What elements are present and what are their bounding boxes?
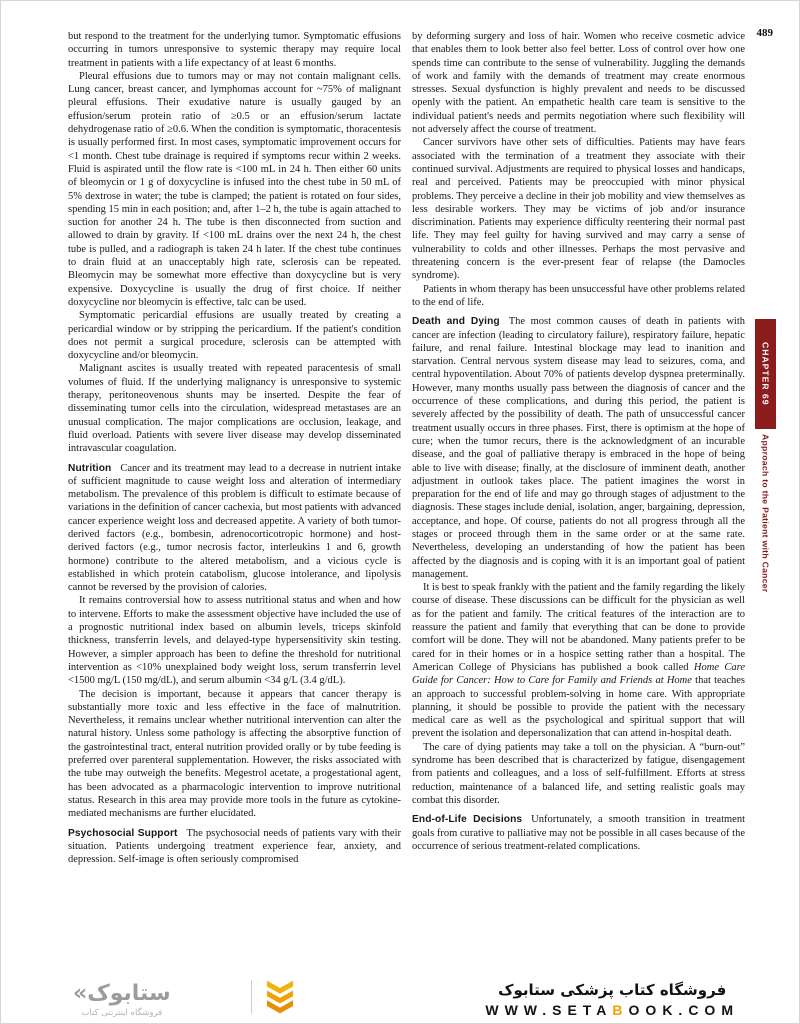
body-text: Malignant ascites is usually treated with repeated paracentesis of small volumes of fluid. If the underlying malignancy is unresponsive to systemic therapy, peritoneovenous shunts may be inserted. Despite the fear of disseminating tumor cells into the circulation, widespread metastases are an unusual complication. The major complications are occlusion, leakage, and fluid overload. Patients with severe liver disease may develop disseminated intravascular coagulation. <box>68 363 401 455</box>
section-heading: Psychosocial Support <box>68 827 178 839</box>
body-text: The psychosocial needs of patients vary with their situation. Patients undergoing treatment experience fear, anxiety, and depression. Self-image is often seriously compromised <box>68 827 401 866</box>
paragraph <box>412 30 745 136</box>
store-name-text: فروشگاه کتاب پزشکی ستابوک <box>498 981 727 999</box>
url-prefix: WWW.SETA <box>485 1002 613 1018</box>
section-paragraph <box>412 813 745 853</box>
body-text: that teaches an approach to successful problem-solving in home care. With appropriate planning, it should be possible to provide the patient with the necessary medical care as well as the psychological and spiritual support that will prevent the isolation and depersonalization that can attend in-hospital death. <box>412 675 745 740</box>
body-text: Symptomatic pericardial effusions are usually treated by creating a pericardial window or by stripping the pericardium. If the patient's condition does not permit a surgical procedure, sclerosis can be attempted with doxycycline and/or bleomycin. <box>68 310 401 362</box>
chapter-tab <box>755 319 776 429</box>
text-column-right <box>412 30 745 971</box>
paragraph <box>68 309 401 362</box>
body-text: It remains controversial how to assess nutritional status and when and how to intervene. Efforts to make the assessment objective have included the use of a prognostic nutritional index based on albumin levels, triceps skinfold thickness, transferrin levels, and delayed-type hypersensitivity skin testing. However, a simpler approach has been to define the threshold for nutritional intervention as <10% unexplained body weight loss, serum transferrin level <1500 mg/L (150 mg/dL), and serum albumin <34 g/L (3.4 g/dL). <box>68 595 401 687</box>
body-text: Unfortunately, a smooth transition in treatment goals from curative to palliative may not be possible in all cases because of the occurrence of serious treatment-related complications. <box>412 814 745 852</box>
text-column-left <box>68 30 401 971</box>
paragraph <box>412 741 745 807</box>
paragraph <box>68 362 401 455</box>
paragraph <box>412 283 745 310</box>
paragraph <box>68 70 401 309</box>
footer-divider <box>251 980 252 1014</box>
body-text: but respond to the treatment for the underlying tumor. Symptomatic effusions occurring in tumors unresponsive to systemic therapy may require local treatment in patients with a life expectancy of at least 6 months. <box>68 31 401 69</box>
store-info <box>485 980 739 1018</box>
book-title-italic: Home Care Guide for Cancer: How to Care for Family and Friends at Home <box>412 661 745 687</box>
paragraph <box>68 594 401 687</box>
section-paragraph <box>412 315 745 581</box>
section-heading: Death and Dying <box>412 316 500 328</box>
body-text: Pleural effusions due to tumors may or may not contain malignant cells. Lung cancer, breast cancer, and lymphomas account for ~75% of malignant pleural effusions. Their exudative nature is usually gauged by an effusion/serum protein ratio of ≥0.5 or an effusion/serum lactate dehydrogenase ratio of ≥0.6. When the condition is symptomatic, thoracentesis is usually performed first. In most cases, symptomatic improvement occurs for <1 month. Chest tube drainage is required if symptoms recur within 2 weeks. Fluid is aspirated until the flow rate is <100 mL in 24 h. Then either 60 units of bleomycin or 1 g of doxycycline is infused into the chest tube in 50 mL of 5% dextrose in water; the tube is clamped; the patient is rotated on four sides, spending 15 min in each position; and, after 1–2 h, the tube is again attached to suction for another 24 h. The tube is then disconnected from suction and allowed to drain by gravity. If <100 mL drains over the next 24 h, the chest tube is pulled, and a radiograph is taken 24 h later. If the chest tube continues to drain fluid at an unacceptably high rate, sclerosis can be repeated. Bleomycin may be somewhat more effective than doxycycline but is very expensive. Doxycycline is usually the drug of first choice. If neither doxycycline nor bleomycin is effective, talc can be used. <box>68 70 401 308</box>
url-suffix: OOK.COM <box>628 1002 739 1018</box>
setabook-logo-wordmark <box>73 982 171 1006</box>
section-heading: Nutrition <box>68 462 112 474</box>
body-text: The decision is important, because it appears that cancer therapy is substantially more toxic and less effective in the face of malnutrition. Nevertheless, it remains unclear whether nutritional intervention can alter the natural history. Unless some pathology is affecting the absorptive function of the gastrointestinal tract, enteral nutrition provided orally or by tube feeding is preferred over parenteral supplementation. However, the risks associated with the tube may outweigh the benefits. Megestrol acetate, a progestational agent, has been advocated as a pharmacologic intervention to improve nutritional status. Research in this area may provide more tools in the future as cytokine-mediated mechanisms are further elucidated. <box>68 688 401 820</box>
body-text: Cancer survivors have other sets of difficulties. Patients may have fears associated with the termination of a treatment they associate with their continued survival. Adjustments are required to physical losses and handicaps, real and perceived. Patients may be preoccupied with minor physical problems. They perceive a decline in their job mobility and view themselves as less desirable workers. They may be victims of job and/or insurance discrimination. Patients may experience difficulty reentering their normal past life. They may feel guilty for having survived and may carry a sense of vulnerability to colds and other illnesses. Perhaps the most pervasive and threatening concern is the ever-present fear of relapse (the Damocles syndrome). <box>412 137 745 282</box>
section-heading: End-of-Life Decisions <box>412 814 523 826</box>
paragraph <box>412 581 745 741</box>
paragraph <box>68 30 401 70</box>
setabook-logo <box>73 982 171 1018</box>
section-paragraph <box>68 462 401 595</box>
chapter-tab-label: CHAPTER 69 <box>760 342 771 406</box>
body-text: by deforming surgery and loss of hair. Women who receive cosmetic advice that enables them to look better also feel better. Loss of control over how one spends time can contribute to the sense of vulnerability. Juggling the demands of work and family with the demands of treatment may create enormous stresses. Sexual dysfunction is highly prevalent and needs to be discussed openly with the patient. An empathetic health care team is sensitive to the individual patient's needs and permits negotiation where such flexibility will not adversely affect the course of treatment. <box>412 31 745 136</box>
setabook-logo-text: ستابوک <box>87 981 171 1006</box>
paragraph <box>68 688 401 821</box>
body-text: Patients in whom therapy has been unsuccessful have other problems related to the end of life. <box>412 283 745 308</box>
section-paragraph <box>68 827 401 867</box>
url-accent-letter: B <box>612 1002 629 1018</box>
paragraph <box>412 136 745 282</box>
body-text: The most common causes of death in patients with cancer are infection (leading to circulatory failure), respiratory failure, hepatic failure, and renal failure. Intestinal blockage may lead to inanition and starvation. Central nervous system disease may lead to seizures, coma, and central hypoventilation. About 70% of patients develop dyspnea preterminally. However, many months usually pass between the diagnosis of cancer and the occurrence of these complications, and during this period, the patient is severely affected by the possibility of death. The path of unsuccessful cancer treatment usually occurs in three phases. First, there is optimism at the hope of cure; when the tumor recurs, there is the acknowledgment of an incurable disease, and the goal of palliative therapy is embraced in the hope of being able to live with disease; finally, at the disclosure of imminent death, another adjustment in outlook takes place. The patient imagines the worst in preparation for the end of life and may go through stages of adjustment to the diagnosis. These stages include denial, isolation, anger, bargaining, depression, acceptance, and hope. Of course, patients do not all progress through all the stages or proceed through them in the same order or at the same rate. Nevertheless, developing an understanding of how the patient has been affected by the diagnosis and is coping with it is an important goal of patient management. <box>412 316 745 580</box>
website-url <box>485 1002 739 1018</box>
chapter-title-label: Approach to the Patient with Cancer <box>760 434 771 593</box>
body-text: Cancer and its treatment may lead to a decrease in nutrient intake of sufficient magnitude to cause weight loss and alteration of intermediary metabolism. The prevalence of this problem is difficult to estimate because of variations in the definition of cancer cachexia, but most patients with advanced cancer experience weight loss and decreased appetite. A variety of both tumor-derived factors (e.g., bombesin, adrenocorticotropic hormone) and host-derived factors (e.g., tumor necrosis factor, interleukins 1 and 6, growth hormone) contribute to the altered metabolism, and a vicious cycle is established in which protein catabolism, glucose intolerance, and lipolysis cannot be reversed by the provision of calories. <box>68 462 401 594</box>
body-text: It is best to speak frankly with the patient and the family regarding the likely course of disease. These discussions can be difficult for the physician as well as for the patient and family. The critical features of the interaction are to reassure the patient and family that everything that can be done to provide comfort will be done. They will not be abandoned. Many patients prefer to be cared for in their homes or in a hospice setting rather than a hospital. The American College of Physicians has published a book called <box>412 582 745 673</box>
setabook-logo-caption: فروشگاه اینترنتی کتاب <box>81 1008 163 1018</box>
chevrons-down-icon <box>262 979 298 1015</box>
footer-watermark <box>1 971 800 1023</box>
page-number: 489 <box>756 27 773 39</box>
chapter-title-tab <box>755 434 776 664</box>
guillemet-logo-mark: « <box>73 981 88 1006</box>
body-text: The care of dying patients may take a toll on the physician. A “burn-out” syndrome has been described that is characterized by fatigue, disengagement from patients and colleagues, and a loss of self-fulfillment. Efforts at stress reduction, maintenance of a balanced life, and setting realistic goals may combat this disorder. <box>412 741 745 806</box>
